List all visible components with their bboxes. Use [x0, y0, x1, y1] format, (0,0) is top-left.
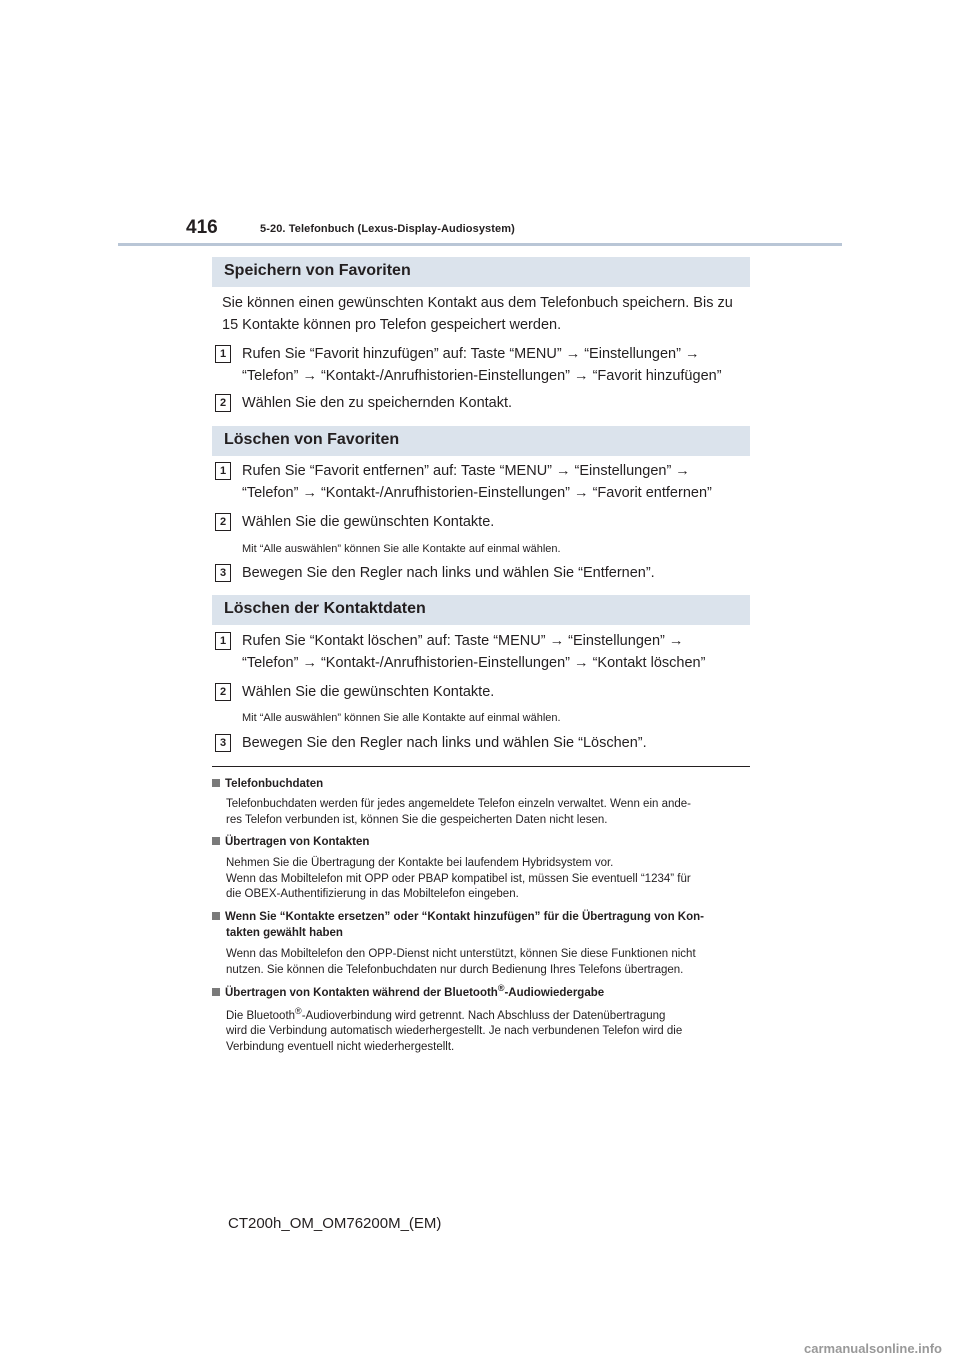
section-heading-loeschen-kontaktdaten	[212, 595, 750, 625]
step-number: 1	[215, 345, 231, 363]
note-text	[226, 947, 746, 978]
intro-line: Sie können einen gewünschten Kontakt aus dem Telefonbuch speichern. Bis zu	[222, 295, 733, 311]
step-text: “Telefon” → “Kontakt-/Anrufhistorien-Einstellungen” → “Kontakt löschen”	[242, 655, 706, 671]
section-title: Löschen der Kontaktdaten	[224, 600, 426, 617]
step-text: “Telefon” → “Kontakt-/Anrufhistorien-Einstellungen” → “Favorit hinzufügen”	[242, 368, 722, 384]
note-line: Nehmen Sie die Übertragung der Kontakte bei laufendem Hybridsystem vor.	[226, 857, 614, 869]
note-heading-text: Übertragen von Kontakten	[225, 836, 370, 848]
note-heading	[212, 836, 369, 848]
step-number: 1	[215, 462, 231, 480]
square-bullet-icon	[212, 779, 220, 787]
step-text: “Telefon” → “Kontakt-/Anrufhistorien-Einstellungen” → “Favorit entfernen”	[242, 485, 712, 501]
step-text: Rufen Sie “Favorit entfernen” auf: Taste “MENU” → “Einstellungen” →	[242, 463, 690, 479]
step-text: Wählen Sie den zu speichernden Kontakt.	[242, 395, 513, 411]
note-line: Verbindung eventuell nicht wiederhergestellt.	[226, 1040, 455, 1053]
note-line: wird die Verbindung automatisch wiederhergestellt. Je nach verbundenen Telefon wird die	[226, 1025, 683, 1038]
note-heading-text: takten gewählt haben	[226, 926, 343, 939]
note-line: Wenn das Mobiltelefon mit OPP oder PBAP kompatibel ist, müssen Sie eventuell “1234” für	[226, 872, 691, 885]
section-title: Speichern von Favoriten	[224, 262, 411, 279]
step-text: Bewegen Sie den Regler nach links und wählen Sie “Entfernen”.	[242, 565, 655, 581]
notes-divider	[212, 766, 750, 767]
step-number: 3	[215, 734, 231, 752]
step-number: 2	[215, 513, 231, 531]
note-heading-text: -Audiowiedergabe	[504, 986, 605, 999]
step-note: Mit “Alle auswählen” können Sie alle Kontakte auf einmal wählen.	[242, 543, 561, 555]
step-text: Rufen Sie “Kontakt löschen” auf: Taste “MENU” → “Einstellungen” →	[242, 633, 684, 649]
intro-line: 15 Kontakte können pro Telefon gespeichert werden.	[222, 317, 562, 333]
step-text: Bewegen Sie den Regler nach links und wählen Sie “Löschen”.	[242, 735, 647, 751]
note-heading-text: Übertragen von Kontakten während der Bluetooth	[225, 986, 498, 999]
step-number: 1	[215, 632, 231, 650]
footer-code: CT200h_OM_OM76200M_(EM)	[228, 1215, 442, 1232]
note-line: res Telefon verbunden ist, können Sie die gespeicherten Daten nicht lesen.	[226, 813, 608, 826]
watermark: carmanualsonline.info	[804, 1341, 942, 1356]
registered-mark: ®	[295, 1006, 302, 1016]
note-line-part: -Audioverbindung wird getrennt. Nach Abschluss der Datenübertragung	[301, 1009, 666, 1022]
note-line: Wenn das Mobiltelefon den OPP-Dienst nicht unterstützt, können Sie diese Funktionen nicht	[226, 948, 696, 960]
step-text: Rufen Sie “Favorit hinzufügen” auf: Taste “MENU” → “Einstellungen” →	[242, 346, 700, 362]
step-text: Wählen Sie die gewünschten Kontakte.	[242, 514, 495, 530]
step-number: 2	[215, 394, 231, 412]
section-title: Löschen von Favoriten	[224, 431, 400, 448]
step-number: 3	[215, 564, 231, 582]
page-number: 416	[186, 217, 218, 238]
registered-mark: ®	[497, 983, 505, 993]
note-heading-text: Wenn Sie “Kontakte ersetzen” oder “Kontakt hinzufügen” für die Übertragung von Kon-	[225, 911, 704, 923]
header-rule	[118, 243, 842, 246]
note-heading	[212, 778, 323, 790]
note-text	[226, 856, 746, 903]
step-number: 2	[215, 683, 231, 701]
note-text	[226, 1004, 746, 1055]
note-line	[226, 1004, 746, 1024]
note-heading	[212, 910, 750, 941]
note-line: nutzen. Sie können die Telefonbuchdaten nur durch Bedienung Ihres Telefons übertragen.	[226, 963, 684, 976]
chapter-title: 5-20. Telefonbuch (Lexus-Display-Audiosystem)	[260, 223, 515, 235]
note-line-part: Die Bluetooth	[226, 1009, 296, 1022]
note-line: die OBEX-Authentifizierung in das Mobiltelefon eingeben.	[226, 888, 519, 900]
square-bullet-icon	[212, 912, 220, 920]
note-line: Telefonbuchdaten werden für jedes angemeldete Telefon einzeln verwaltet. Wenn ein ande-	[226, 798, 691, 810]
step-text: Wählen Sie die gewünschten Kontakte.	[242, 684, 495, 700]
note-heading-text: Telefonbuchdaten	[225, 778, 324, 790]
note-text	[226, 797, 746, 828]
section-heading-loeschen-favoriten	[212, 426, 750, 456]
note-heading	[212, 983, 604, 999]
square-bullet-icon	[212, 988, 220, 996]
step-note: Mit “Alle auswählen” können Sie alle Kontakte auf einmal wählen.	[242, 712, 561, 724]
section-heading-speichern	[212, 257, 750, 287]
square-bullet-icon	[212, 837, 220, 845]
